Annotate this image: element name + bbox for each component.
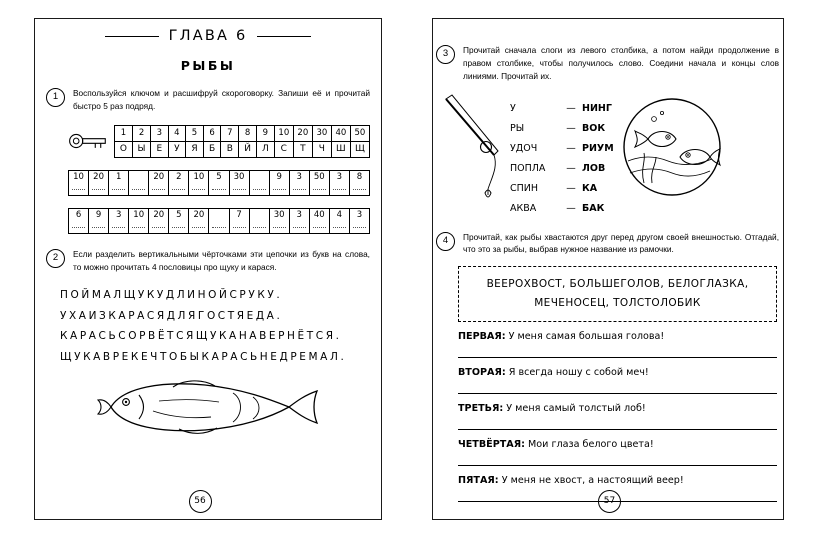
left-page: [0, 0, 400, 537]
answer-row[interactable]: [458, 367, 777, 394]
code-number-cell: 5: [186, 125, 204, 141]
code-number-cell: 50: [350, 125, 369, 141]
pike-illustration-wrapper: [46, 373, 370, 440]
fishing-rod-icon: [442, 93, 508, 203]
syllable-row[interactable]: [510, 139, 614, 159]
answer-text: У меня не хвост, а настоящий веер!: [501, 475, 684, 487]
fish-names-line: ВЕЕРОХВОСТ, БОЛЬШЕГОЛОВ, БЕЛОГЛАЗКА,: [486, 278, 749, 291]
syllable-row[interactable]: [510, 179, 614, 199]
code-number-cell: 40: [331, 125, 350, 141]
answer-cell[interactable]: 10: [189, 171, 209, 195]
aquarium-illustration: [618, 95, 726, 199]
code-number-cell: 6: [203, 125, 221, 141]
fish-names-box: [458, 266, 777, 322]
letter-chain-line: ПОЙМАЛЩУКУДЛИНОЙСРУКУ.: [60, 289, 283, 302]
chapter-rule-left: [105, 36, 159, 37]
syllable-list: [510, 99, 614, 219]
answer-text: У меня самая большая голова!: [508, 331, 665, 343]
syllable-dash: —: [566, 102, 576, 114]
task-2-number: 2: [46, 249, 65, 268]
task-3-number: 3: [436, 45, 455, 64]
page-number-badge: 56: [189, 490, 212, 513]
code-letter-cell: Ш: [331, 141, 350, 157]
answer-cell[interactable]: 1: [109, 171, 129, 195]
syllable-dash: —: [566, 142, 576, 154]
syllable-end[interactable]: РИУМ: [582, 142, 614, 154]
code-number-cell: 8: [239, 125, 257, 141]
code-letter-cell: Б: [203, 141, 221, 157]
syllable-row[interactable]: [510, 119, 614, 139]
code-letter-cell: Л: [256, 141, 274, 157]
code-letter-cell: Ч: [312, 141, 331, 157]
answer-text: Я всегда ношу с собой меч!: [508, 367, 649, 379]
answer-cell[interactable]: 3: [290, 209, 310, 233]
answer-strip-2[interactable]: [68, 208, 370, 234]
answer-cell[interactable]: [250, 171, 270, 195]
right-page: [400, 0, 819, 537]
left-page-number: [0, 490, 400, 513]
answer-cell[interactable]: 3: [350, 209, 369, 233]
answer-label: ЧЕТВЁРТАЯ:: [458, 439, 525, 451]
task-1: [46, 87, 370, 113]
code-letter-cell: Й: [239, 141, 257, 157]
answer-strip-1[interactable]: [68, 170, 370, 196]
syllable-matching-area: [442, 93, 779, 219]
letter-chain-line: КАРАСЬСОРВЁТСЯЩУКАНАВЕРНЁТСЯ.: [60, 330, 342, 343]
syllable-start[interactable]: АКВА: [510, 202, 537, 214]
syllable-start[interactable]: ПОПЛА: [510, 162, 546, 174]
answer-row[interactable]: [458, 331, 777, 358]
answer-cell[interactable]: 10: [129, 209, 149, 233]
page-number-badge: 57: [598, 490, 621, 513]
pike-fish-illustration: [93, 373, 323, 435]
answer-cell[interactable]: [129, 171, 149, 195]
chapter-header: [46, 28, 370, 44]
task-2-text: Если разделить вертикальными чёрточками эти цепочки из букв на слова, то можно прочитать 4 пословицы про щуку и карася.: [73, 248, 370, 272]
section-title: РЫБЫ: [180, 58, 236, 73]
answer-cell[interactable]: 3: [109, 209, 129, 233]
letter-chains: [60, 285, 364, 367]
code-table: [114, 125, 370, 158]
answer-label: ПЯТАЯ:: [458, 475, 499, 487]
answer-label: ПЕРВАЯ:: [458, 331, 506, 343]
answer-row[interactable]: [458, 475, 777, 502]
syllable-row[interactable]: [510, 159, 614, 179]
task-3-text: Прочитай сначала слоги из левого столбика, а потом найди продолжение в правом столбике, чтобы получилось слово. Соедини начала и концы слов линиями. Прочитай их.: [463, 45, 779, 81]
answer-cell[interactable]: 8: [350, 171, 369, 195]
syllable-start[interactable]: РЫ: [510, 122, 525, 134]
syllable-dash: —: [566, 202, 576, 214]
chapter-label: ГЛАВА 6: [168, 28, 248, 44]
code-letter-cell: Е: [151, 141, 169, 157]
code-letter-cell: Щ: [350, 141, 369, 157]
code-number-cell: 7: [221, 125, 239, 141]
code-key-row: [68, 125, 370, 158]
syllable-end[interactable]: БАК: [582, 202, 605, 214]
syllable-dash: —: [566, 182, 576, 194]
task-4-number: 4: [436, 232, 455, 251]
code-number-cell: 30: [312, 125, 331, 141]
answer-cell[interactable]: 50: [310, 171, 330, 195]
answer-cell[interactable]: 5: [209, 171, 229, 195]
answer-cell[interactable]: [250, 209, 270, 233]
syllable-end[interactable]: НИНГ: [582, 102, 612, 114]
code-number-cell: 2: [132, 125, 150, 141]
answer-cell[interactable]: 3: [290, 171, 310, 195]
task-1-number: 1: [46, 88, 65, 107]
syllable-row[interactable]: [510, 199, 614, 219]
syllable-start[interactable]: У: [510, 102, 516, 114]
code-numbers-row: [115, 125, 370, 141]
code-letter-cell: Ы: [132, 141, 150, 157]
code-number-cell: 4: [168, 125, 185, 141]
answer-cell[interactable]: 2: [169, 171, 189, 195]
answer-row[interactable]: [458, 403, 777, 430]
syllable-end[interactable]: ЛОВ: [582, 162, 606, 174]
answer-cell[interactable]: 6: [69, 209, 89, 233]
code-letter-cell: Я: [186, 141, 204, 157]
task-4: [436, 231, 779, 257]
syllable-row[interactable]: [510, 99, 614, 119]
code-letter-cell: У: [168, 141, 185, 157]
answer-cell[interactable]: 9: [270, 171, 290, 195]
task-3: [436, 44, 779, 83]
chapter-rule-right: [257, 36, 311, 37]
task-4-text: Прочитай, как рыбы хвастаются друг перед другом своей внешностью. Отгадай, что это за рыбы, выбрав нужное название из рамочки.: [463, 231, 779, 255]
syllable-end[interactable]: ВОК: [582, 122, 606, 134]
syllable-dash: —: [566, 162, 576, 174]
answer-cell[interactable]: 10: [69, 171, 89, 195]
task-1-text: Воспользуйся ключом и расшифруй скороговорку. Запиши её и прочитай быстро 5 раз подряд.: [73, 88, 370, 111]
answer-cell[interactable]: 9: [89, 209, 109, 233]
answer-text: У меня самый толстый лоб!: [506, 403, 646, 415]
answer-cell[interactable]: 30: [270, 209, 290, 233]
code-letter-cell: В: [221, 141, 239, 157]
code-letters-row: [115, 141, 370, 157]
answer-label: ВТОРАЯ:: [458, 367, 506, 379]
code-number-cell: 20: [293, 125, 312, 141]
task-2: [46, 248, 370, 274]
fish-names-line: МЕЧЕНОСЕЦ, ТОЛСТОЛОБИК: [534, 296, 701, 309]
code-letter-cell: С: [274, 141, 293, 157]
answer-cell[interactable]: 20: [149, 171, 169, 195]
answer-cell[interactable]: [209, 209, 229, 233]
answer-cell[interactable]: 20: [89, 171, 109, 195]
answer-row[interactable]: [458, 439, 777, 466]
answer-cell[interactable]: 30: [230, 171, 250, 195]
code-letter-cell: Т: [293, 141, 312, 157]
answer-cell[interactable]: 20: [149, 209, 169, 233]
syllable-end[interactable]: КА: [582, 182, 598, 194]
syllable-start[interactable]: СПИН: [510, 182, 539, 194]
answer-cell[interactable]: 20: [189, 209, 209, 233]
code-number-cell: 9: [256, 125, 274, 141]
answer-cell[interactable]: 4: [330, 209, 350, 233]
answer-text: Мои глаза белого цвета!: [528, 439, 654, 451]
letter-chain-line: УХАИЗКАРАСЯДЛЯГОСТЯЕДА.: [60, 309, 283, 322]
answer-cell[interactable]: 3: [330, 171, 350, 195]
letter-chain-line: ЩУКАВРЕКЕЧТОБЫКАРАСЬНЕДРЕМАЛ.: [60, 350, 347, 363]
answer-cell[interactable]: 40: [310, 209, 330, 233]
answer-label: ТРЕТЬЯ:: [458, 403, 504, 415]
code-number-cell: 10: [274, 125, 293, 141]
key-icon: [68, 128, 108, 154]
code-number-cell: 1: [115, 125, 133, 141]
code-number-cell: 3: [151, 125, 169, 141]
answer-cell[interactable]: 7: [230, 209, 250, 233]
syllable-dash: —: [566, 122, 576, 134]
syllable-start[interactable]: УДОЧ: [510, 142, 538, 154]
code-letter-cell: О: [115, 141, 133, 157]
answer-cell[interactable]: 5: [169, 209, 189, 233]
